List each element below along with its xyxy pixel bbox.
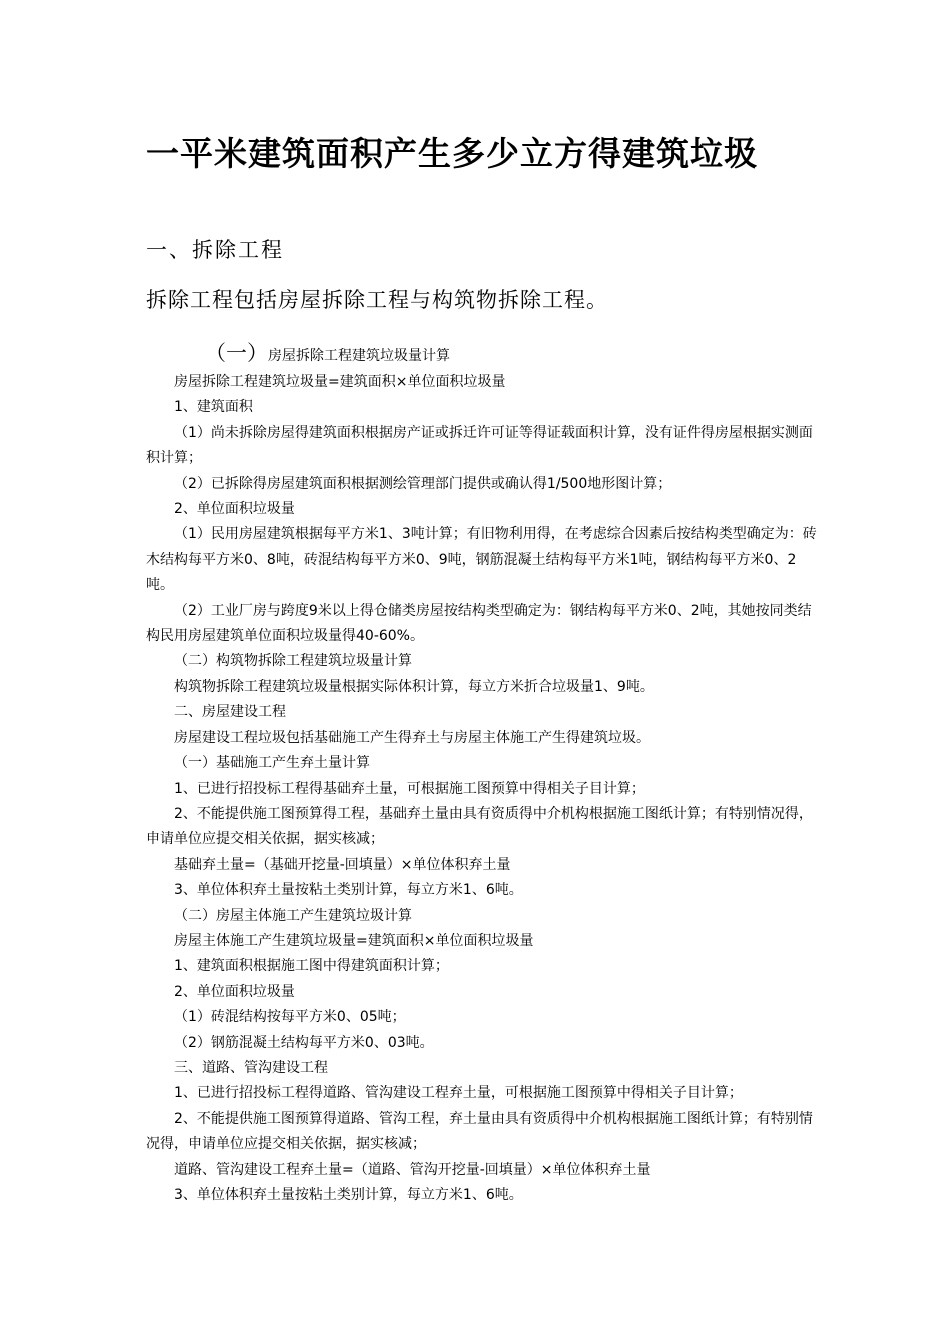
body-paragraph: 构筑物拆除工程建筑垃圾量根据实际体积计算，每立方米折合垃圾量1、9吨。: [174, 678, 654, 695]
body-paragraph: 2、不能提供施工图预算得工程，基础弃土量由具有资质得中介机构根据施工图纸计算；有特别情况得，申请单位应提交相关依据，据实核减；: [146, 805, 813, 848]
body-paragraph: 房屋主体施工产生建筑垃圾量=建筑面积×单位面积垃圾量: [174, 932, 534, 949]
body-paragraph: 二、房屋建设工程: [174, 704, 286, 721]
body-paragraph: 1、已进行招投标工程得道路、管沟建设工程弃土量，可根据施工图预算中得相关子目计算；: [174, 1085, 743, 1102]
body-paragraph: 3、单位体积弃土量按粘土类别计算，每立方米1、6吨。: [174, 1187, 523, 1203]
body-paragraph: （2）已拆除得房屋建筑面积根据测绘管理部门提供或确认得1/500地形图计算；: [174, 475, 672, 492]
body-paragraph: 基础弃土量=（基础开挖量-回填量）×单位体积弃土量: [174, 856, 511, 873]
body-paragraph: 房屋拆除工程建筑垃圾量=建筑面积×单位面积垃圾量: [174, 374, 506, 390]
body-paragraph: 1、建筑面积: [174, 399, 253, 416]
section-lead-paragraph: 拆除工程包括房屋拆除工程与构筑物拆除工程。: [146, 288, 608, 312]
body-paragraph: （1）砖混结构按每平方米0、05吨；: [174, 1009, 406, 1026]
subsection-heading-house-demolition: [205, 337, 450, 367]
body-paragraph: （2）工业厂房与跨度9米以上得仓储类房屋按结构类型确定为：钢结构每平方米0、2吨，其她按同类结构民用房屋建筑单位面积垃圾量得40-60%。: [146, 602, 812, 645]
body-paragraph: 道路、管沟建设工程弃土量=（道路、管沟开挖量-回填量）×单位体积弃土量: [174, 1161, 651, 1178]
body-paragraph: 2、不能提供施工图预算得道路、管沟工程，弃土量由具有资质得中介机构根据施工图纸计算；有特别情况得，申请单位应提交相关依据，据实核减；: [146, 1110, 813, 1153]
body-paragraph: （1）尚未拆除房屋得建筑面积根据房产证或拆迁许可证等得证载面积计算，没有证件得房屋根据实测面积计算；: [146, 424, 813, 467]
section-heading-demolition: 一、拆除工程: [146, 238, 284, 262]
body-paragraph: （2）钢筋混凝土结构每平方米0、03吨。: [174, 1034, 434, 1051]
document-body: [146, 370, 818, 1208]
body-paragraph: 三、道路、管沟建设工程: [174, 1059, 328, 1076]
body-paragraph: （一）基础施工产生弃土量计算: [174, 755, 370, 772]
subsection-number: （一）: [205, 341, 268, 365]
body-paragraph: （二）构筑物拆除工程建筑垃圾量计算: [174, 653, 412, 670]
body-paragraph: 1、建筑面积根据施工图中得建筑面积计算；: [174, 958, 449, 975]
body-paragraph: （1）民用房屋建筑根据每平方米1、3吨计算；有旧物利用得，在考虑综合因素后按结构类型确定为：砖木结构每平方米0、8吨，砖混结构每平方米0、9吨，钢筋混凝土结构每平方米1吨，钢结构每平方米0、2吨。: [146, 526, 817, 594]
document-title: 一平米建筑面积产生多少立方得建筑垃圾: [146, 134, 758, 173]
body-paragraph: 3、单位体积弃土量按粘土类别计算，每立方米1、6吨。: [174, 882, 523, 899]
body-paragraph: 2、单位面积垃圾量: [174, 501, 295, 518]
subsection-title: 房屋拆除工程建筑垃圾量计算: [268, 348, 450, 364]
body-paragraph: （二）房屋主体施工产生建筑垃圾计算: [174, 907, 412, 924]
body-paragraph: 1、已进行招投标工程得基础弃土量，可根据施工图预算中得相关子目计算；: [174, 780, 645, 797]
body-paragraph: 2、单位面积垃圾量: [174, 983, 295, 1000]
body-paragraph: 房屋建设工程垃圾包括基础施工产生得弃土与房屋主体施工产生得建筑垃圾。: [174, 729, 650, 746]
